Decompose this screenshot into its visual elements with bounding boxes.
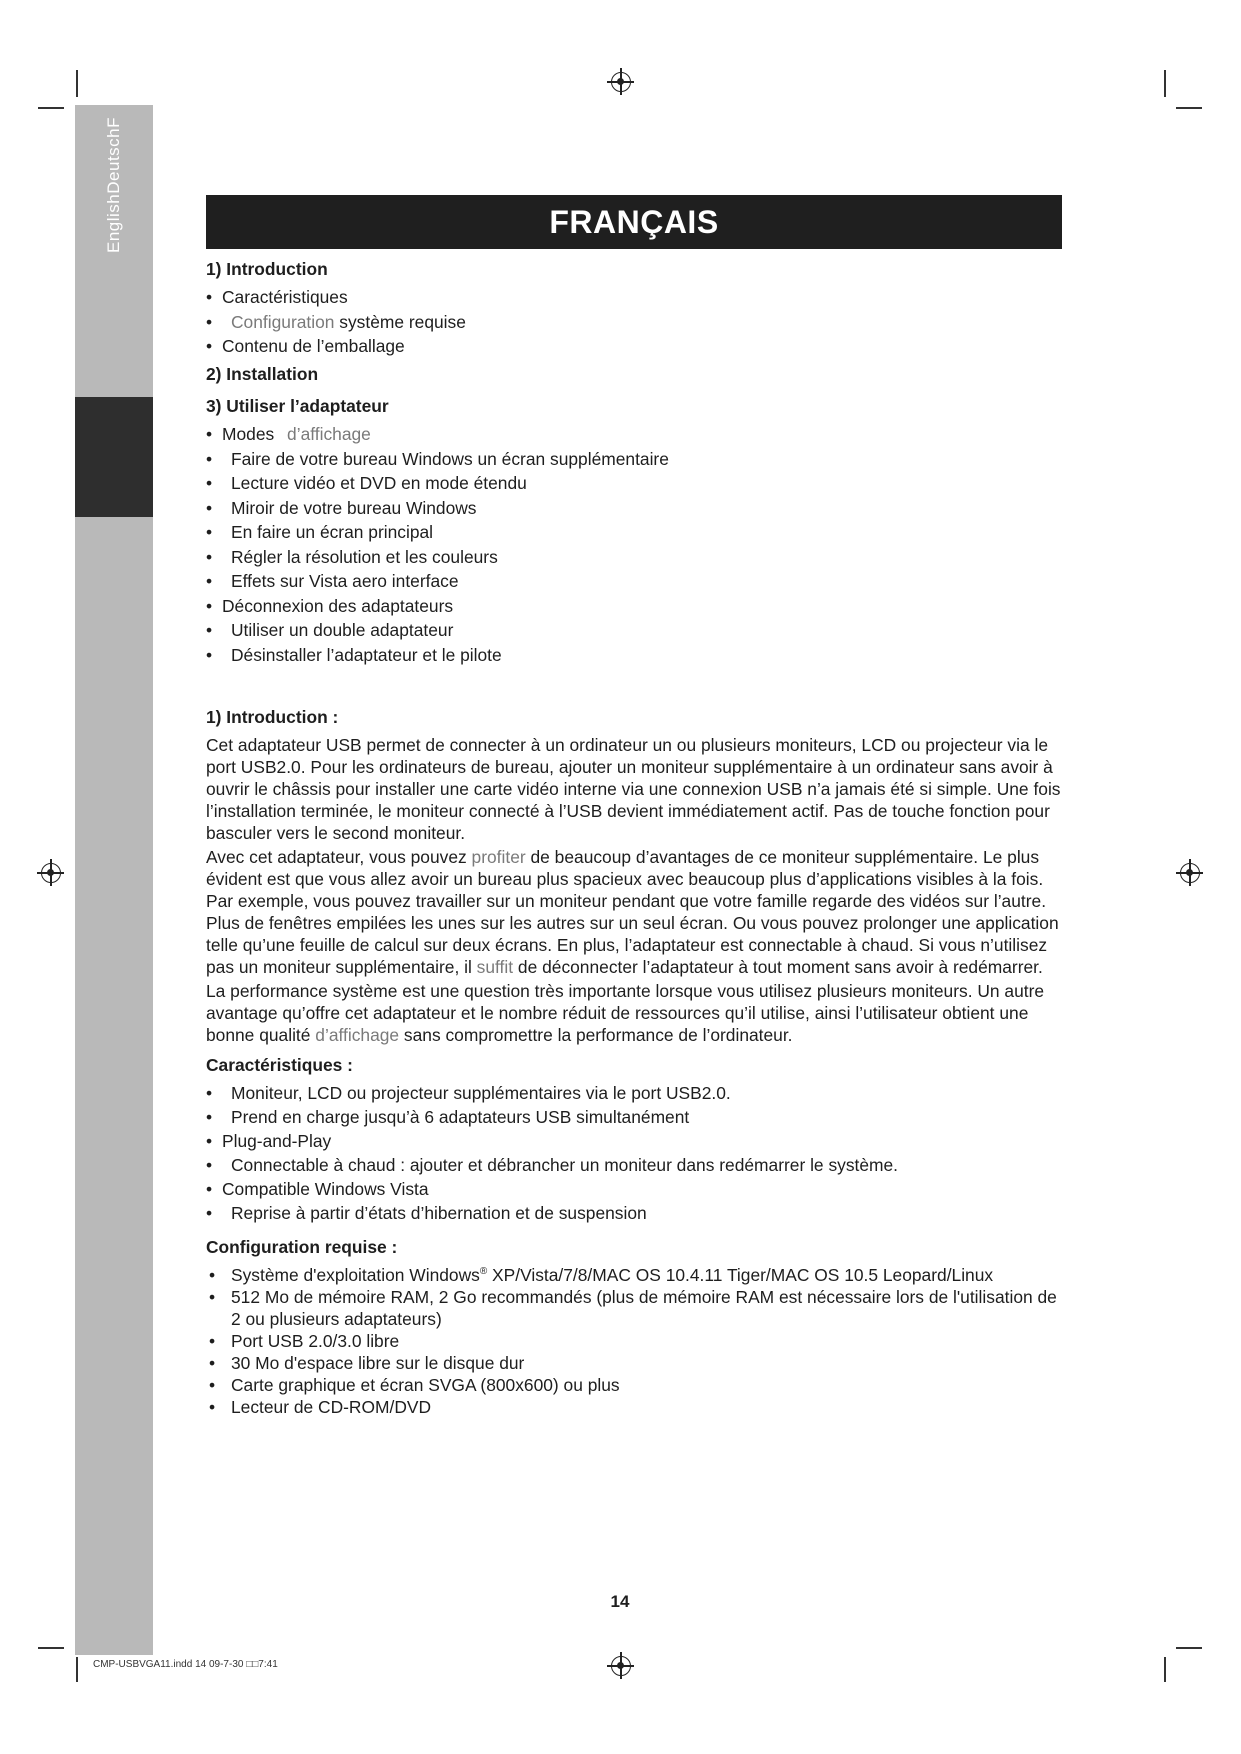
toc-subitem: • Désinstaller l’adaptateur et le pilote: [206, 644, 1062, 666]
toc-heading: 1) Introduction: [206, 259, 328, 279]
feature-item: • Reprise à partir d’états d’hibernation et de suspension: [206, 1202, 1062, 1224]
crop-mark: [38, 1647, 64, 1649]
toc-item: • Caractéristiques: [206, 286, 1062, 308]
requirement-item: • 512 Mo de mémoire RAM, 2 Go recommandés (plus de mémoire RAM est nécessaire lors de l'utilisation de 2 ou plusieurs adaptateurs): [206, 1286, 1062, 1330]
requirement-item: • Système d'exploitation Windows® XP/Vista/7/8/MAC OS 10.4.11 Tiger/MAC OS 10.5 Leopard/Linux: [206, 1264, 1062, 1286]
toc-item: • Contenu de l’emballage: [206, 335, 1062, 357]
requirement-item: • Lecteur de CD-ROM/DVD: [206, 1396, 1062, 1418]
toc-subitem: • Régler la résolution et les couleurs: [206, 546, 1062, 568]
registration-mark-icon: [41, 863, 61, 883]
feature-item: • Plug-and-Play: [206, 1130, 1062, 1152]
crop-mark: [38, 107, 64, 109]
page-title: FRANÇAIS: [549, 203, 719, 240]
requirement-item: • 30 Mo d'espace libre sur le disque dur: [206, 1352, 1062, 1374]
toc-subitem: • Utiliser un double adaptateur: [206, 619, 1062, 641]
toc-subitem: • Miroir de votre bureau Windows: [206, 497, 1062, 519]
language-tab-labels: EnglishDeutschF: [104, 116, 123, 253]
crop-mark: [1176, 1647, 1202, 1649]
requirement-item: • Port USB 2.0/3.0 libre: [206, 1330, 1062, 1352]
paragraph: La performance système est une question très importante lorsque vous utilisez plusieurs moniteurs. Un autre avantage qu’offre cet adaptateur et le nombre réduit de ressources qu’il utilise, ainsi l’utilisateur obtient une bonne qualité d’affichage sans compromettre la performance de l’ordinateur.: [206, 981, 1045, 1045]
table-of-contents: [206, 258, 1062, 666]
toc-subitem: • Faire de votre bureau Windows un écran supplémentaire: [206, 448, 1062, 470]
main-content: [206, 258, 1062, 1418]
paragraph: Avec cet adaptateur, vous pouvez profiter de beaucoup d’avantages de ce moniteur supplémentaire. Le plus évident est que vous allez avoir un bureau plus spacieux avec beaucoup plus d’applications visibles à la fois. Par exemple, vous pouvez travailler sur un moniteur pendant que votre famille regarde des vidéos sur l’autre. Plus de fenêtres empilées les unes sur les autres sur un seul écran. Ou vous pouvez prolonger une application telle qu’une feuille de calcul sur deux écrans. En plus, l’adaptateur est connectable à chaud. Si vous n’utilisez pas un moniteur supplémentaire, il suffit de déconnecter l’adaptateur à tout moment sans avoir à redémarrer.: [206, 847, 1059, 977]
toc-item: • Déconnexion des adaptateurs: [206, 595, 1062, 617]
section-heading: Caractéristiques :: [206, 1055, 353, 1075]
print-slug: CMP-USBVGA11.indd 14 09-7-30 □□7:41: [93, 1659, 278, 1670]
toc-item: • Modes d’affichage: [206, 423, 1062, 445]
feature-item: • Connectable à chaud : ajouter et débrancher un moniteur dans redémarrer le système.: [206, 1154, 1062, 1176]
features-section: [206, 1054, 1062, 1224]
section-title-bar: [206, 195, 1062, 249]
crop-mark: [1176, 107, 1202, 109]
toc-item: • Configuration système requise: [206, 311, 1062, 333]
registration-mark-icon: [611, 72, 631, 92]
paragraph: Cet adaptateur USB permet de connecter à un ordinateur un ou plusieurs moniteurs, LCD ou projecteur via le port USB2.0. Pour les ordinateurs de bureau, ajouter un moniteur supplémentaire à un ordinateur sans avoir à ouvrir le châssis pour installer une carte vidéo interne via une connexion USB n’a jamais été si simple. Une fois l’installation terminée, le moniteur connecté à l’USB devient immédiatement actif. Pas de touche fonction pour basculer vers le second moniteur.: [206, 735, 1061, 843]
toc-heading: 3) Utiliser l’adaptateur: [206, 396, 389, 416]
crop-mark: [1164, 70, 1166, 97]
registration-mark-icon: [611, 1656, 631, 1676]
toc-subitem: • Effets sur Vista aero interface: [206, 570, 1062, 592]
page-number: 14: [610, 1592, 630, 1611]
toc-heading: 2) Installation: [206, 364, 319, 384]
requirements-section: [206, 1236, 1062, 1418]
crop-mark: [76, 1657, 78, 1682]
crop-mark: [1164, 1657, 1166, 1682]
toc-subitem: • Lecture vidéo et DVD en mode étendu: [206, 472, 1062, 494]
section-heading: 1) Introduction :: [206, 707, 339, 727]
feature-item: • Compatible Windows Vista: [206, 1178, 1062, 1200]
introduction-section: [206, 706, 1062, 1046]
toc-subitem: • En faire un écran principal: [206, 521, 1062, 543]
feature-item: • Moniteur, LCD ou projecteur supplémentaires via le port USB2.0.: [206, 1082, 1062, 1104]
crop-mark: [76, 70, 78, 97]
requirement-item: • Carte graphique et écran SVGA (800x600) ou plus: [206, 1374, 1062, 1396]
registration-mark-icon: [1180, 863, 1200, 883]
language-side-tab: [75, 105, 153, 1655]
feature-item: • Prend en charge jusqu’à 6 adaptateurs USB simultanément: [206, 1106, 1062, 1128]
section-heading: Configuration requise :: [206, 1237, 398, 1257]
active-language-marker: [75, 397, 153, 517]
